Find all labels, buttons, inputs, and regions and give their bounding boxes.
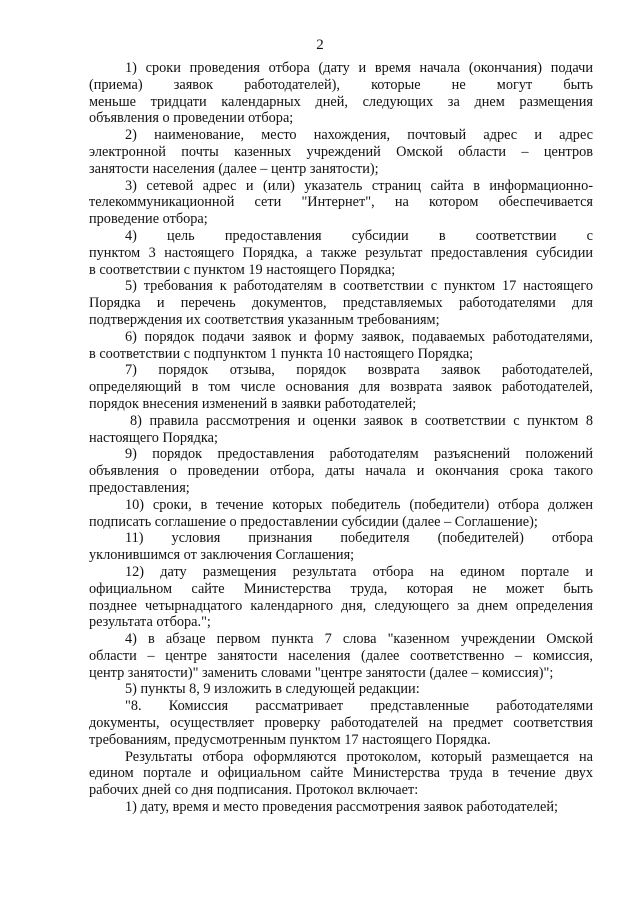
text-line: 5) требования к работодателям в соответствии с пунктом 17 настоящего [125,278,593,295]
text-line: Результаты отбора оформляются протоколом, который размещается на [125,748,593,765]
text-line: (приема) заявок работодателей), которые не могут быть [89,76,593,93]
text-line: требованиям, предусмотренным пунктом 17 настоящего Порядка. [89,731,491,748]
text-line: настоящего Порядка; [89,429,218,446]
text-line: подтверждения их соответствия указанным требованиям; [89,311,440,328]
text-line: 9) порядок предоставления работодателям разъяснений положений [125,446,593,463]
text-line: занятости населения (далее – центр занятости); [89,160,379,177]
text-line: порядок внесения изменений в заявки работодателей; [89,395,417,412]
paragraph [89,497,593,531]
text-line: меньше тридцати календарных дней, следующих за днем размещения [89,93,593,110]
text-line: 1) сроки проведения отбора (дату и время начала (окончания) подачи [125,60,593,76]
text-line: 10) сроки, в течение которых победитель (победители) отбора должен [125,496,593,513]
text-line: центр занятости)" заменить словами "центре занятости (далее – комиссия)"; [89,664,554,681]
text-line: электронной почты казенных учреждений Омской области – центров [89,143,593,160]
text-line: 12) дату размещения результата отбора на едином портале и [125,563,593,580]
text-line: 5) пункты 8, 9 изложить в следующей редакции: [125,681,420,698]
document-body [89,60,593,816]
text-line: предоставления; [89,479,190,496]
text-line: Порядка и перечень документов, представляемых работодателями для [89,295,593,312]
text-line: 4) в абзаце первом пункта 7 слова "казенном учреждении Омской [125,631,593,648]
paragraph [89,446,593,496]
text-line: объявления о проведении отбора, даты начала и окончания срока такого [89,463,593,480]
text-line: 8) правила рассмотрения и оценки заявок в соответствии с пунктом 8 [130,412,593,429]
paragraph [89,413,593,447]
text-line: определяющий в том числе основания для возврата заявок работодателей, [89,379,593,396]
page-number: 2 [316,37,324,53]
text-line: проведение отбора; [89,211,208,228]
text-line: области – центре занятости населения (далее соответственно – комиссия, [89,647,593,664]
paragraph [89,799,593,816]
text-line: в соответствии с пунктом 19 настоящего Порядка; [89,261,396,278]
text-line: едином портале и официальном сайте Министерства труда в течение двух [89,765,593,782]
text-line: рабочих дней со дня подписания. Протокол включает: [89,782,419,799]
paragraph [89,749,593,799]
text-line: 11) условия признания победителя (победителей) отбора [125,530,593,547]
text-line: 4) цель предоставления субсидии в соответствии с [125,227,593,244]
paragraph [89,362,593,412]
text-line: 1) дату, время и место проведения рассмотрения заявок работодателей; [125,799,558,816]
paragraph [89,564,593,631]
paragraph [89,681,593,698]
paragraph [89,631,593,681]
text-line: в соответствии с подпунктом 1 пункта 10 настоящего Порядка; [89,345,474,362]
text-line: результата отбора."; [89,614,211,631]
paragraph [89,278,593,328]
text-line: 6) порядок подачи заявок и форму заявок, подаваемых работодателями, [125,328,593,345]
text-line: 7) порядок отзыва, порядок возврата заявок работодателей, [125,362,593,379]
text-line: официальном сайте Министерства труда, которая не может быть [89,580,593,597]
paragraph [89,530,593,564]
paragraph [89,127,593,177]
text-line: телекоммуникационной сети "Интернет", на котором обеспечивается [89,194,593,211]
text-line: уклонившимся от заключения Соглашения; [89,547,355,564]
paragraph [89,178,593,228]
text-line: 2) наименование, место нахождения, почтовый адрес и адрес [125,127,593,144]
paragraph [89,60,593,127]
text-line: объявления о проведении отбора; [89,110,294,127]
text-line: пунктом 3 настоящего Порядка, а также результат предоставления субсидии [89,244,593,261]
paragraph [89,228,593,278]
text-line: документы, осуществляет проверку работодателей на предмет соответствия [89,715,593,732]
text-line: подписать соглашение о предоставлении субсидии (далее – Соглашение); [89,513,538,530]
paragraph [89,698,593,748]
text-line: позднее четырнадцатого календарного дня, следующего за днем определения [89,597,593,614]
text-line: 3) сетевой адрес и (или) указатель страниц сайта в информационно- [125,177,593,194]
paragraph [89,329,593,363]
text-line: "8. Комиссия рассматривает представленные работодателями [125,698,593,715]
